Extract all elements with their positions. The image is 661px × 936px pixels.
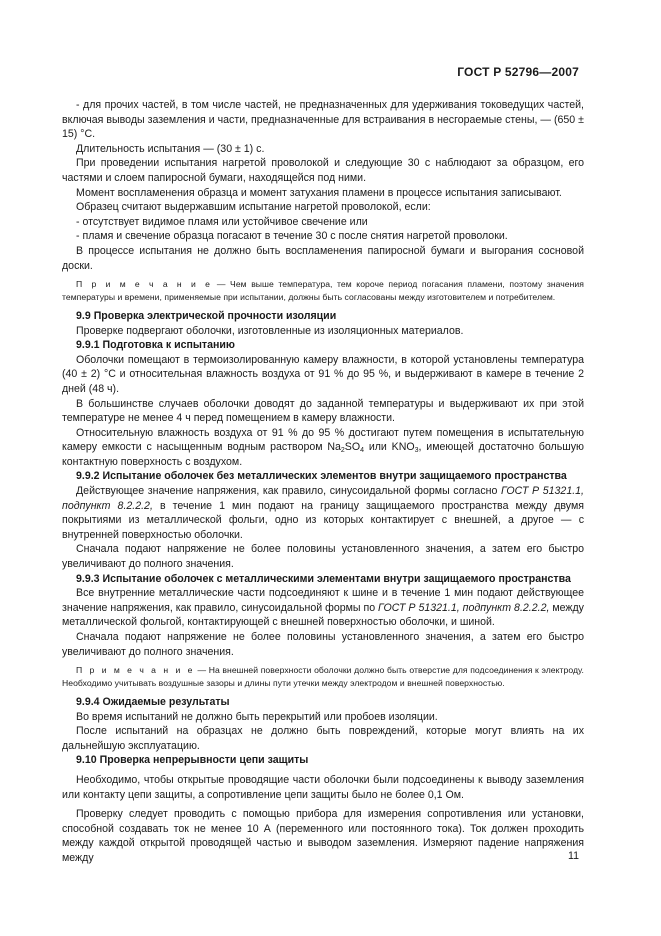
paragraph: - отсутствует видимое пламя или устойчивое свечение или	[76, 215, 368, 228]
paragraph: Действующее значение напряжения, как правило, синусоидальной формы согласно ГОСТ Р 51321.1, подпункт 8.2.2.2, в течение 1 мин подают на границу защищаемого пространства между двумя покрытиями из металлической фольги, одно из которых контактирует с внешней, а другое — с внутренней поверхностью оболочки.	[62, 485, 584, 541]
paragraph: В процессе испытания не должно быть воспламенения папиросной бумаги и выгорания сосновой доски.	[62, 244, 584, 272]
paragraph: Проверку следует проводить с помощью прибора для измерения сопротивления или установки, способной создавать ток не менее 10 А (переменного или постоянного тока). Ток должен проходить между каждой открытой проводящей частью и выводом заземления. Измеряют падение напряжения между	[62, 808, 584, 864]
paragraph: Во время испытаний не должно быть перекрытий или пробоев изоляции.	[76, 710, 438, 723]
note	[62, 278, 584, 303]
paragraph: В большинстве случаев оболочки доводят до заданной температуры и выдерживают их при этой температуре не менее 4 ч перед помещением в камеру влажности.	[62, 397, 584, 425]
subsection-heading: 9.9.3 Испытание оболочек с металлическими элементами внутри защищаемого пространства	[76, 572, 571, 585]
subsection-heading: 9.9.2 Испытание оболочек без металлических элементов внутри защищаемого пространства	[76, 470, 567, 483]
standard-reference: ГОСТ Р 51321.1, подпункт 8.2.2.2,	[378, 601, 550, 614]
note-text: — На внешней поверхности оболочки должно быть отверстие для подсоединения к электроду. Необходимо учитывать воздушные зазоры и длины пути утечки между электродом и внешней поверхностью.	[62, 665, 584, 688]
page-number: 11	[568, 850, 579, 862]
note-label: П р и м е ч а н и е	[76, 279, 213, 290]
paragraph: Длительность испытания — (30 ± 1) с.	[76, 142, 265, 155]
document-body	[62, 98, 584, 866]
subsection-heading: 9.9.1 Подготовка к испытанию	[76, 339, 235, 352]
paragraph: Необходимо, чтобы открытые проводящие части оболочки были подсоединены к выводу заземления или контакту цепи защиты, а сопротивление цепи защиты было не более 0,1 Ом.	[62, 773, 584, 801]
standard-reference: ГОСТ Р 51321.1, подпункт 8.2.2.2,	[62, 485, 584, 512]
paragraph: Относительную влажность воздуха от 91 % до 95 % достигают путем помещения в испытательную камеру емкости с насыщенным водным раствором $Na_2SO_4$ или $KNO_3$, имеющей достаточно большую контактную поверхность с воздухом.	[62, 426, 584, 468]
document-header: ГОСТ Р 52796—2007	[457, 65, 579, 79]
paragraph: Момент воспламенения образца и момент затухания пламени в процессе испытания записывают.	[76, 186, 562, 199]
paragraph: Оболочки помещают в термоизолированную камеру влажности, в которой установлены температура (40 ± 2) °С и относительная влажность воздуха от 91 % до 95 %, и выдерживают в камере в течение 2 дней (48 ч).	[62, 353, 584, 395]
paragraph: После испытаний на образцах не должно быть повреждений, которые могут влиять на их дальнейшую эксплуатацию.	[62, 725, 584, 752]
paragraph: Образец считают выдержавшим испытание нагретой проволокой, если:	[76, 201, 431, 214]
paragraph: Сначала подают напряжение не более половины установленного значения, а затем его быстро увеличивают до полного значения.	[62, 631, 584, 658]
paragraph: При проведении испытания нагретой проволокой и следующие 30 с наблюдают за образцом, его частями и слоем папиросной бумаги, находящейся под ними.	[62, 157, 584, 184]
section-heading: 9.9 Проверка электрической прочности изоляции	[76, 309, 337, 322]
subsection-heading: 9.9.4 Ожидаемые результаты	[76, 696, 230, 708]
paragraph: - пламя и свечение образца погасают в течение 30 с после снятия нагретой проволоки.	[76, 230, 508, 243]
note	[62, 664, 584, 689]
paragraph: Проверке подвергают оболочки, изготовленные из изоляционных материалов.	[76, 324, 464, 337]
note-label: П р и м е ч а н и е	[76, 665, 195, 676]
paragraph: Все внутренние металлические части подсоединяют к шине и в течение 1 мин подают действующее значение напряжения, как правило, синусоидальной формы по ГОСТ Р 51321.1, подпункт 8.2.2.2, между металлической фольгой, контактирующей с внешней поверхностью оболочки, и шиной.	[62, 587, 584, 629]
paragraph: - для прочих частей, в том числе частей, не предназначенных для удерживания токоведущих частей, включая выводы заземления и части, предназначенные для встраивания в несгораемые стены, — (650 ± 15) °С.	[62, 99, 584, 141]
note-text: — Чем выше температура, тем короче период погасания пламени, поэтому значения температуры и времени, применяемые при испытании, должны быть согласованы между изготовителем и потребителем.	[62, 279, 584, 302]
section-heading: 9.10 Проверка непрерывности цепи защиты	[76, 754, 309, 767]
paragraph: Сначала подают напряжение не более половины установленного значения, а затем его быстро увеличивают до полного значения.	[62, 543, 584, 571]
